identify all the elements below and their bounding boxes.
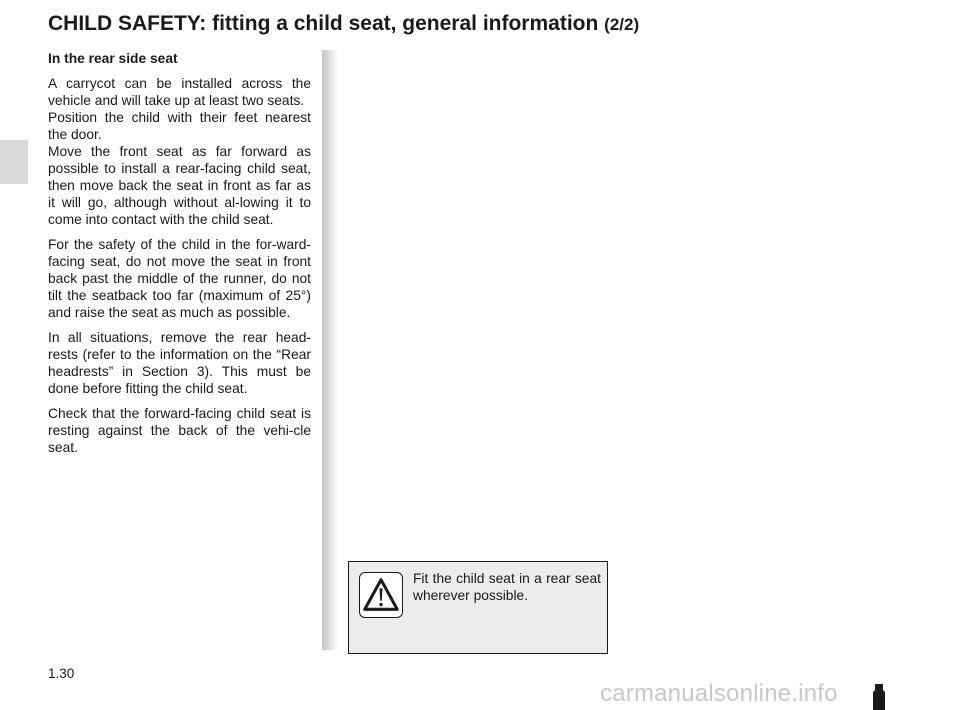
- text-column: [48, 50, 311, 464]
- page-title: [48, 12, 639, 36]
- warning-triangle-icon: [359, 572, 403, 618]
- page-number: 1.30: [48, 666, 75, 681]
- corner-marker: [872, 684, 886, 710]
- paragraph: A carrycot can be installed across the vehicle and will take up at least two seats.: [48, 76, 311, 108]
- paragraph: For the safety of the child in the for-ward-facing seat, do not move the seat in front back past the middle of the runner, do not tilt the seatback too far (maximum of 25°) and raise the seat as much as possible.: [48, 237, 311, 320]
- page-part-indicator: (2/2): [604, 15, 640, 34]
- paragraph: Position the child with their feet nearest the door.: [48, 110, 311, 142]
- column-divider: [322, 50, 338, 650]
- section-tab-marker: [0, 140, 28, 184]
- paragraph-group: [48, 75, 311, 228]
- paragraph: Move the front seat as far forward as possible to install a rear-facing child seat, then move back the seat in front as far as it will go, although without al-lowing it to come into contact with the child seat.: [48, 144, 311, 227]
- warning-text: Fit the child seat in a rear seat wherever possible.: [413, 571, 601, 603]
- section-heading: In the rear side seat: [48, 51, 178, 66]
- warning-box: [348, 561, 608, 654]
- page-title-text: CHILD SAFETY: fitting a child seat, general information: [48, 12, 599, 35]
- paragraph: In all situations, remove the rear head-rests (refer to the information on the “Rear headrests” in Section 3). This must be done before fitting the child seat.: [48, 330, 311, 396]
- paragraph: Check that the forward-facing child seat is resting against the back of the vehi-cle seat.: [48, 406, 311, 455]
- watermark: carmanualsonline.info: [600, 680, 838, 707]
